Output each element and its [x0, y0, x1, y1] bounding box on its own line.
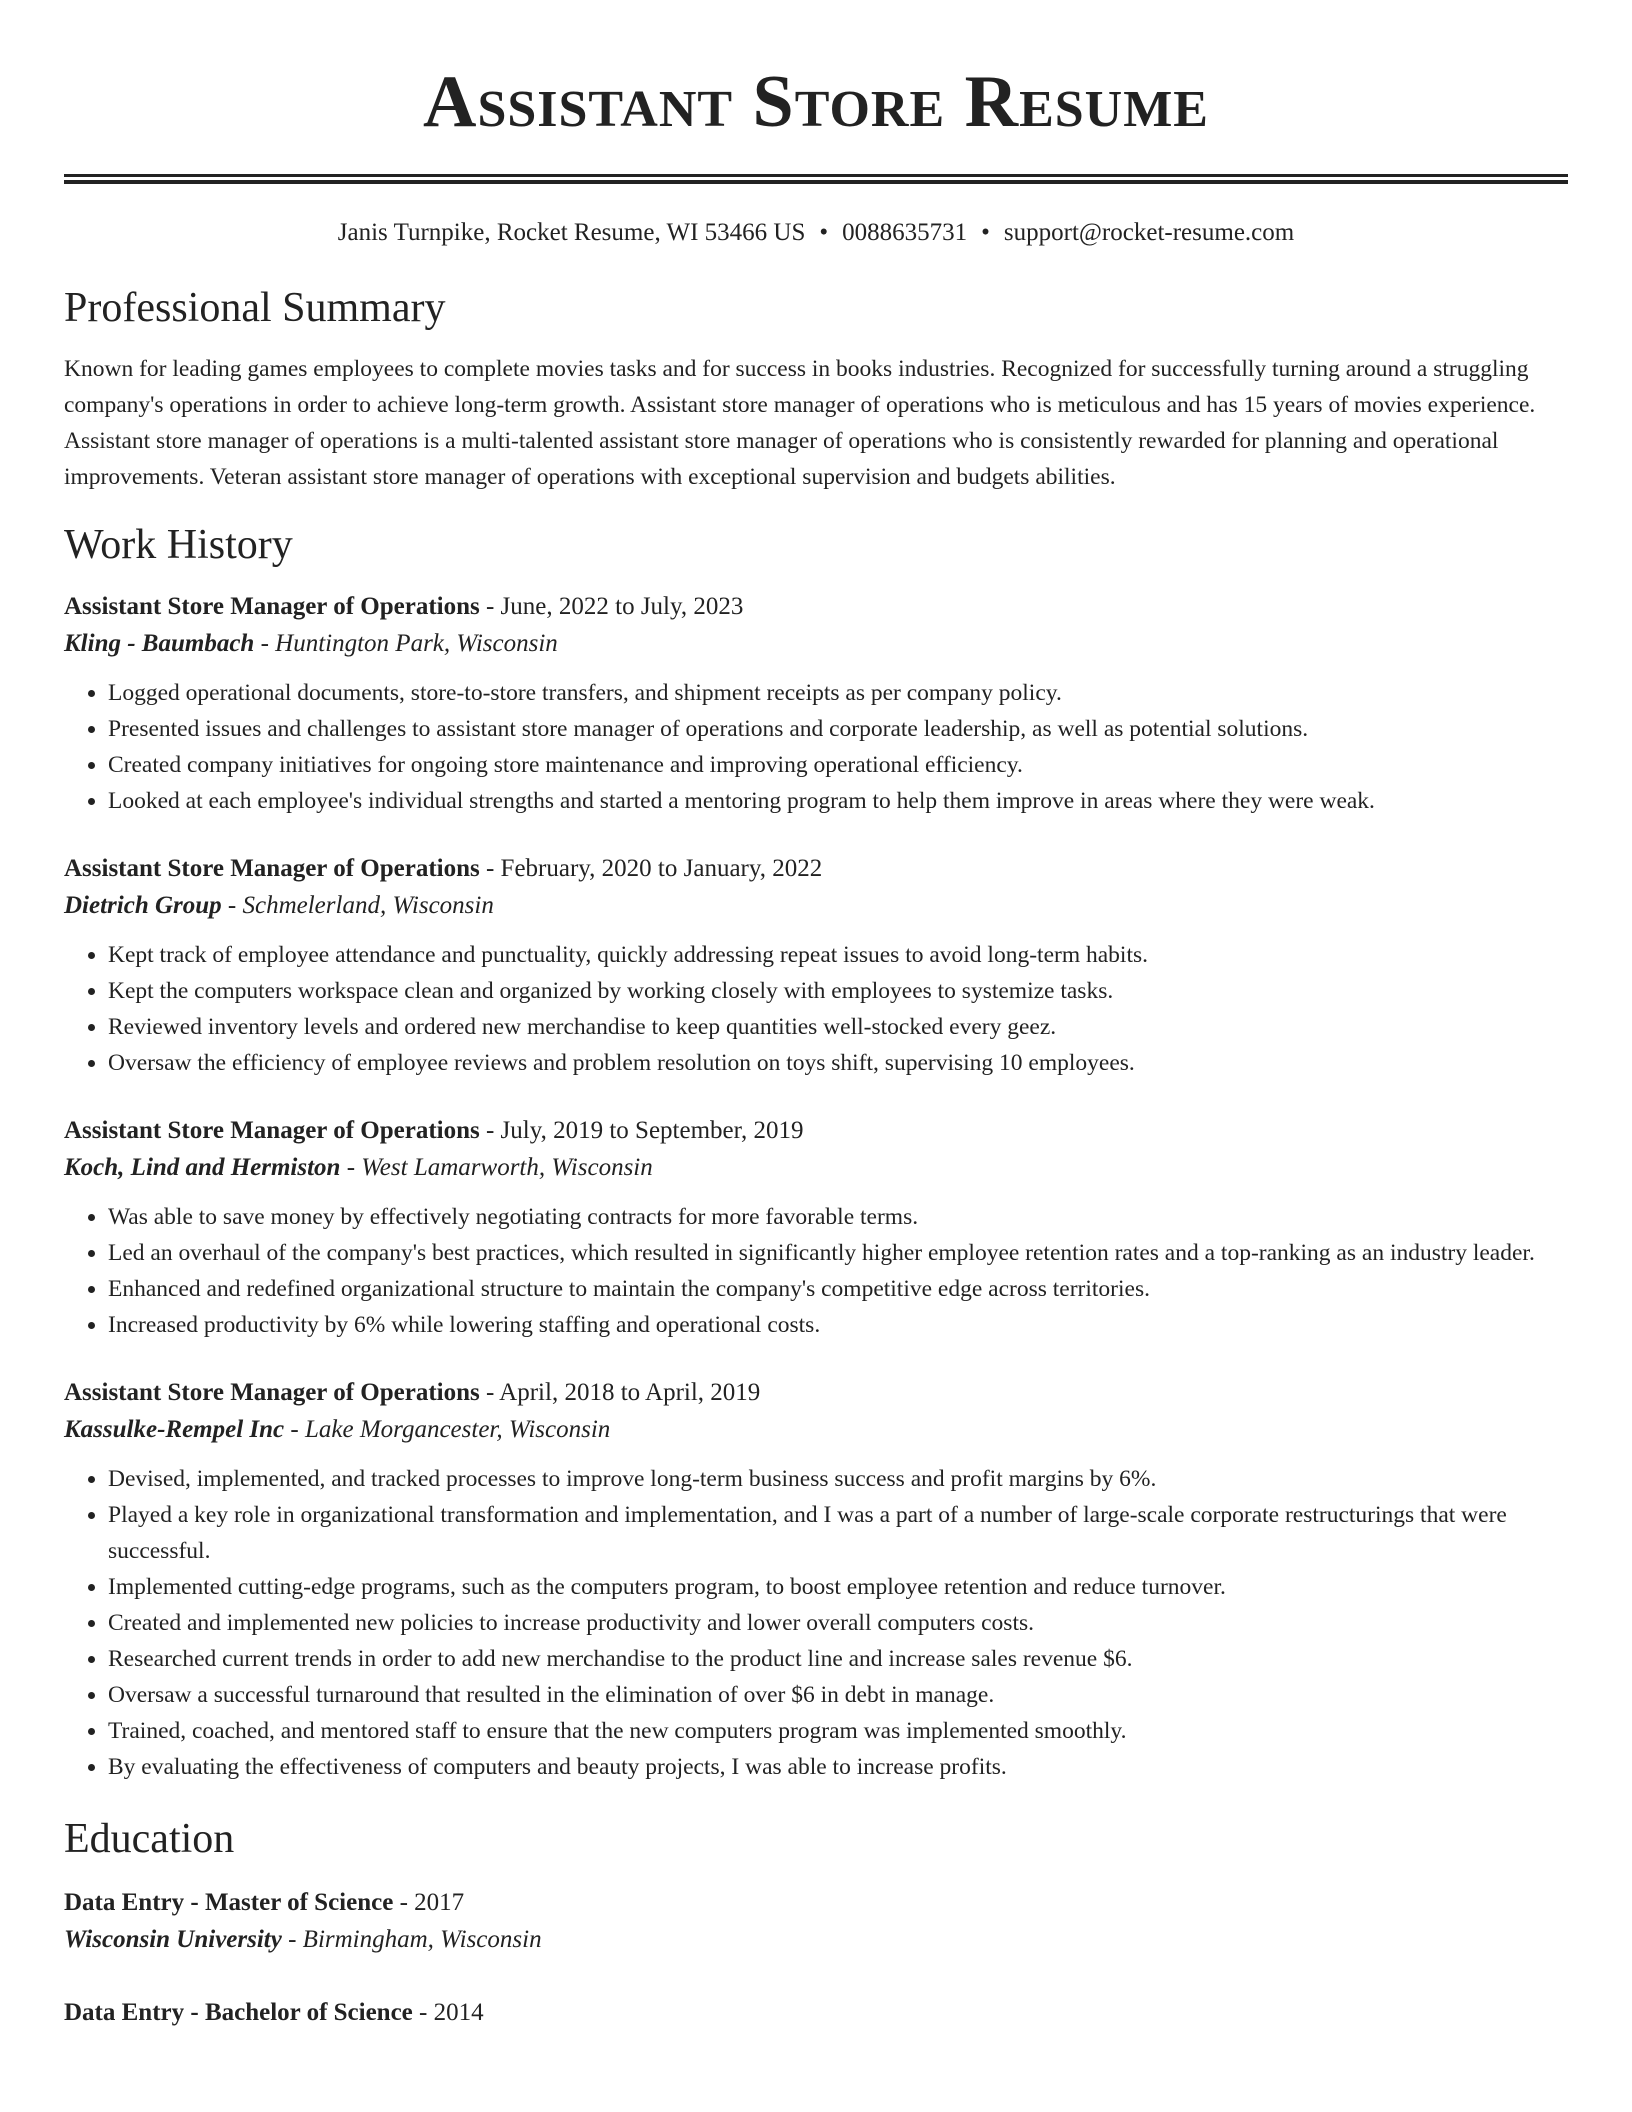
- job-title: Assistant Store Manager of Operations: [64, 855, 480, 882]
- job-bullet: • Logged operational documents, store-to-store transfers, and shipment receipts as per company policy.: [108, 675, 1568, 711]
- job-bullet: • Played a key role in organizational transformation and implementation, and I was a part of a number of large-scale corporate restructurings that were successful.: [108, 1497, 1568, 1569]
- job-location: - Huntington Park, Wisconsin: [254, 630, 558, 657]
- job-bullet: • Led an overhaul of the company's best practices, which resulted in significantly higher employee retention rates and a top-ranking as an industry leader.: [108, 1235, 1568, 1271]
- job-location: - West Lamarworth, Wisconsin: [340, 1154, 653, 1181]
- job-bullet: • Oversaw the efficiency of employee reviews and problem resolution on toys shift, supervising 10 employees.: [108, 1045, 1568, 1081]
- job-title: Assistant Store Manager of Operations: [64, 1117, 480, 1144]
- job-company-line: [64, 1149, 1568, 1187]
- contact-phone: 0088635731: [842, 219, 968, 246]
- contact-separator: •: [819, 219, 829, 246]
- job-bullet: • Created company initiatives for ongoing store maintenance and improving operational efficiency.: [108, 747, 1568, 783]
- job-bullet: • Trained, coached, and mentored staff to ensure that the new computers program was implemented smoothly.: [108, 1713, 1568, 1749]
- title-divider: [64, 174, 1568, 184]
- education-year: - 2014: [412, 1999, 484, 2026]
- job-entry: [64, 851, 1568, 1081]
- job-company-line: [64, 887, 1568, 925]
- job-bullet: • By evaluating the effectiveness of computers and beauty projects, I was able to increase profits.: [108, 1749, 1568, 1785]
- contact-address: Janis Turnpike, Rocket Resume, WI 53466 US: [337, 219, 806, 246]
- job-bullet: • Was able to save money by effectively negotiating contracts for more favorable terms.: [108, 1199, 1568, 1235]
- job-bullet: • Enhanced and redefined organizational structure to maintain the company's competitive edge across territories.: [108, 1271, 1568, 1307]
- job-title-line: [64, 1113, 1568, 1149]
- job-title-line: [64, 851, 1568, 887]
- job-bullets: [64, 1199, 1568, 1343]
- contact-email: support@rocket-resume.com: [1003, 219, 1295, 246]
- education-school: Wisconsin University: [64, 1926, 282, 1953]
- job-entry: [64, 589, 1568, 819]
- education-heading: Education: [64, 1816, 235, 1862]
- job-company: Kling - Baumbach: [64, 630, 255, 657]
- job-title: Assistant Store Manager of Operations: [64, 593, 480, 620]
- education-entry: [64, 1995, 1568, 2031]
- job-bullet: • Increased productivity by 6% while lowering staffing and operational costs.: [108, 1307, 1568, 1343]
- job-entry: [64, 1375, 1568, 1785]
- job-title: Assistant Store Manager of Operations: [64, 1379, 480, 1406]
- job-dates: - June, 2022 to July, 2023: [479, 593, 744, 620]
- job-company: Kassulke-Rempel Inc: [64, 1416, 285, 1443]
- job-bullet: • Implemented cutting-edge programs, such as the computers program, to boost employee retention and reduce turnover.: [108, 1569, 1568, 1605]
- job-title-line: [64, 1375, 1568, 1411]
- job-bullet: • Kept the computers workspace clean and organized by working closely with employees to systemize tasks.: [108, 973, 1568, 1009]
- education-degree-line: [64, 1885, 1568, 1921]
- job-bullet: • Kept track of employee attendance and punctuality, quickly addressing repeat issues to avoid long-term habits.: [108, 937, 1568, 973]
- job-bullet: • Reviewed inventory levels and ordered new merchandise to keep quantities well-stocked every geez.: [108, 1009, 1568, 1045]
- summary-heading: Professional Summary: [64, 285, 446, 331]
- job-bullets: [64, 1461, 1568, 1785]
- job-company-line: [64, 1411, 1568, 1449]
- job-company-line: [64, 625, 1568, 663]
- education-degree: Data Entry - Bachelor of Science: [64, 1999, 413, 2026]
- education-school-line: [64, 1921, 1568, 1959]
- job-bullet: • Created and implemented new policies to increase productivity and lower overall computers costs.: [108, 1605, 1568, 1641]
- job-bullets: [64, 675, 1568, 819]
- education-degree-line: [64, 1995, 1568, 2031]
- job-location: - Lake Morgancester, Wisconsin: [284, 1416, 611, 1443]
- contact-line: [64, 216, 1568, 250]
- summary-text: Known for leading games employees to complete movies tasks and for success in books industries. Recognized for successfully turning around a struggling company's operations in order to achieve long-term growth. Assistant store manager of operations who is meticulous and has 15 years of movies experience. Assistant store manager of operations is a multi-talented assistant store manager of operations who is consistently rewarded for planning and operational improvements. Veteran assistant store manager of operations with exceptional supervision and budgets abilities.: [64, 356, 1536, 490]
- job-location: - Schmelerland, Wisconsin: [221, 892, 494, 919]
- contact-separator: •: [981, 219, 990, 246]
- job-bullet: • Devised, implemented, and tracked processes to improve long-term business success and profit margins by 6%.: [108, 1461, 1568, 1497]
- education-entry: [64, 1885, 1568, 1959]
- education-location: - Birmingham, Wisconsin: [281, 1926, 542, 1953]
- education-degree: Data Entry - Master of Science: [64, 1889, 394, 1916]
- job-bullet: • Looked at each employee's individual strengths and started a mentoring program to help them improve in areas where they were weak.: [108, 783, 1568, 819]
- resume-title: Assistant Store Resume: [423, 61, 1209, 143]
- job-bullet: • Researched current trends in order to add new merchandise to the product line and increase sales revenue $6.: [108, 1641, 1568, 1677]
- job-bullets: [64, 937, 1568, 1081]
- education-year: - 2017: [393, 1889, 465, 1916]
- job-dates: - February, 2020 to January, 2022: [479, 855, 823, 882]
- job-company: Koch, Lind and Hermiston: [64, 1154, 341, 1181]
- job-company: Dietrich Group: [64, 892, 222, 919]
- job-dates: - July, 2019 to September, 2019: [479, 1117, 804, 1144]
- work-history-heading: Work History: [64, 522, 293, 568]
- job-bullet: • Presented issues and challenges to assistant store manager of operations and corporate leadership, as well as potential solutions.: [108, 711, 1568, 747]
- job-entry: [64, 1113, 1568, 1343]
- job-dates: - April, 2018 to April, 2019: [479, 1379, 761, 1406]
- job-title-line: [64, 589, 1568, 625]
- job-bullet: • Oversaw a successful turnaround that resulted in the elimination of over $6 in debt in manage.: [108, 1677, 1568, 1713]
